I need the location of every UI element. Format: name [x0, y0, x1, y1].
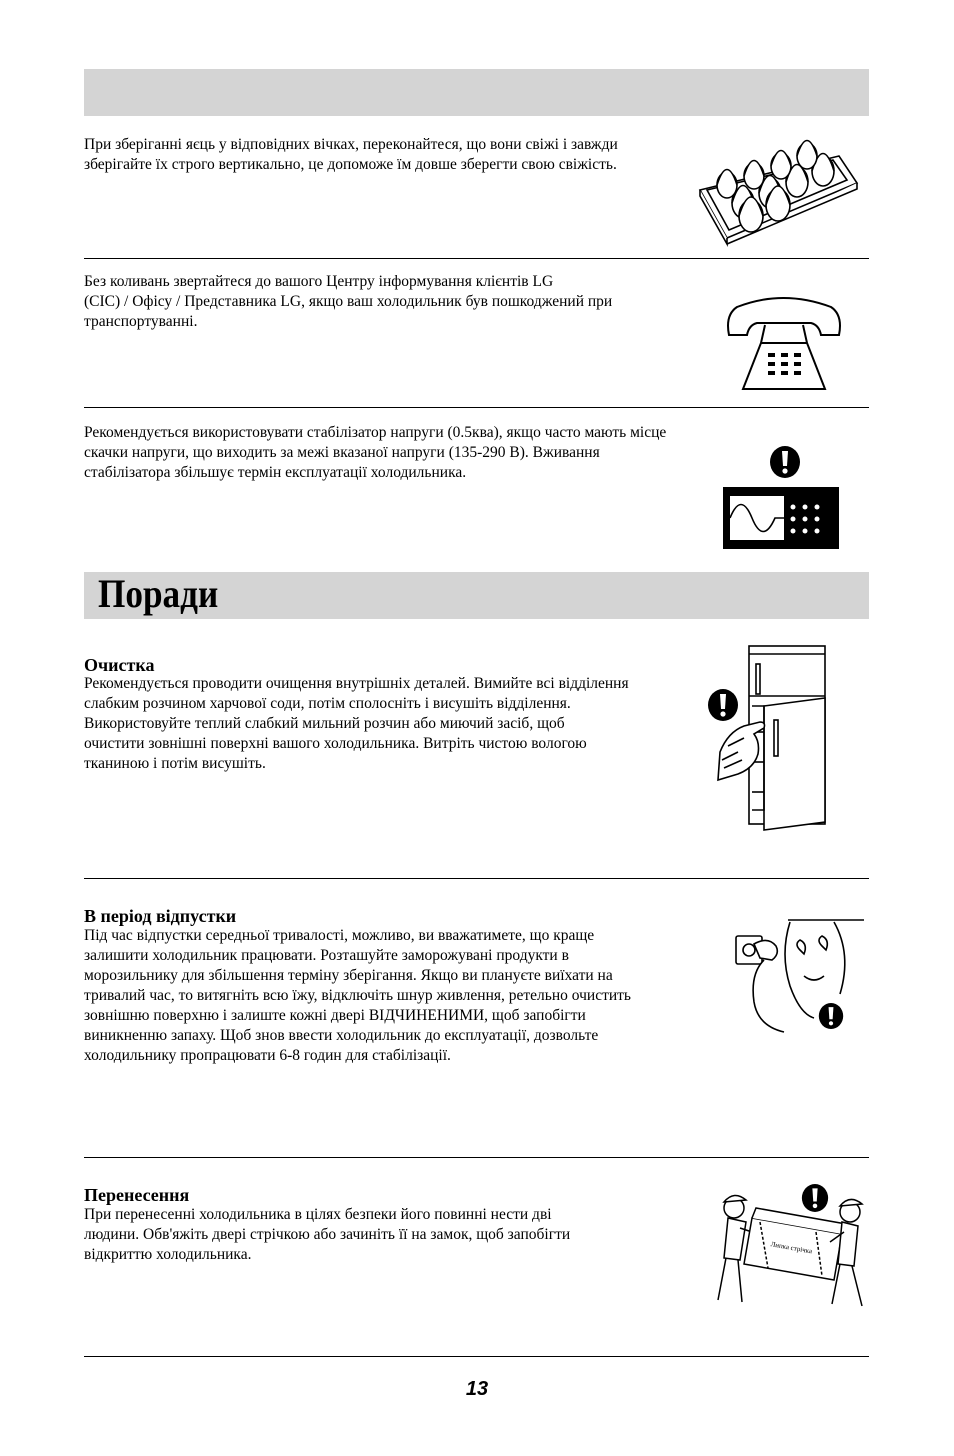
vacation-title: В період відпустки — [84, 906, 237, 926]
vacation-text: Під час відпустки середньої тривалості, можливо, ви вважатимете, що краще залишити холодильник працювати. Розташуйте заморожувані продукти в морозильнику для збільшення терміну зберігання. Якщо ви плануєте виїхати на тривалий час, то витягніть всю їжу, відключіть шнур живлення, ретельно очистить зовнішню поверхню і залиште кожні двері ВІДЧИНЕНИМИ, щоб запобігти виникненню запаху. Щоб знов ввести холодильник до експлуатації, дозвольте холодильнику пропрацювати 6-8 годин для стабілізації. — [84, 927, 631, 1064]
cleaning-title: Очистка — [84, 655, 155, 675]
warning-icon — [818, 1002, 844, 1030]
telephone-icon — [725, 297, 843, 393]
carrying-refrigerator-icon — [712, 1188, 868, 1318]
top-header-bar — [84, 69, 869, 116]
divider — [84, 407, 869, 408]
divider — [84, 258, 869, 259]
stabilizer-text: Рекомендується використовувати стабілізатор напруги (0.5ква), якщо часто мають місце скачки напруги, що виходить за межі вказаної напруги (135-290 В). Вживання стабілізатора збільшує термін експлуатації холодильника. — [84, 424, 667, 481]
egg-tray-icon — [697, 128, 867, 243]
warning-icon — [769, 445, 801, 479]
divider — [84, 1356, 869, 1357]
tape-label: Липка стрічка — [769, 1240, 813, 1256]
page-number: 13 — [465, 1378, 489, 1400]
refrigerator-cleaning-icon — [714, 642, 828, 832]
voltage-stabilizer-icon — [723, 487, 839, 549]
eggs-text: При зберіганні яєць у відповідних вічках, переконайтеся, що вони свіжі і завжди зберігайте їх строго вертикально, це допоможе їм довше зберегти свою свіжість. — [84, 136, 618, 173]
transport-text: Без коливань звертайтеся до вашого Центру інформування клієнтів LG (CIC) / Офісу / Представника LG, якщо ваш холодильник був пошкоджений при транспортуванні. — [84, 273, 613, 330]
moving-text: При перенесенні холодильника в цілях безпеки його повинні нести дві людини. Обв'яжіть двері стрічкою або зачиніть її на замок, щоб запобігти відкриттю холодильника. — [84, 1206, 571, 1263]
cleaning-text: Рекомендується проводити очищення внутрішніх деталей. Вимийте всі відділення слабким розчином харчової соди, потім сполосніть і висушіть відділення. Використовуйте теплий слабкий мильний розчин або миючий засіб, щоб очистити зовнішні поверхні вашого холодильника. Витріть чистою вологою тканиною і потім висушіть. — [84, 675, 629, 772]
tips-title: Поради — [98, 571, 219, 616]
divider — [84, 878, 869, 879]
moving-title: Перенесення — [84, 1185, 190, 1205]
divider — [84, 1157, 869, 1158]
